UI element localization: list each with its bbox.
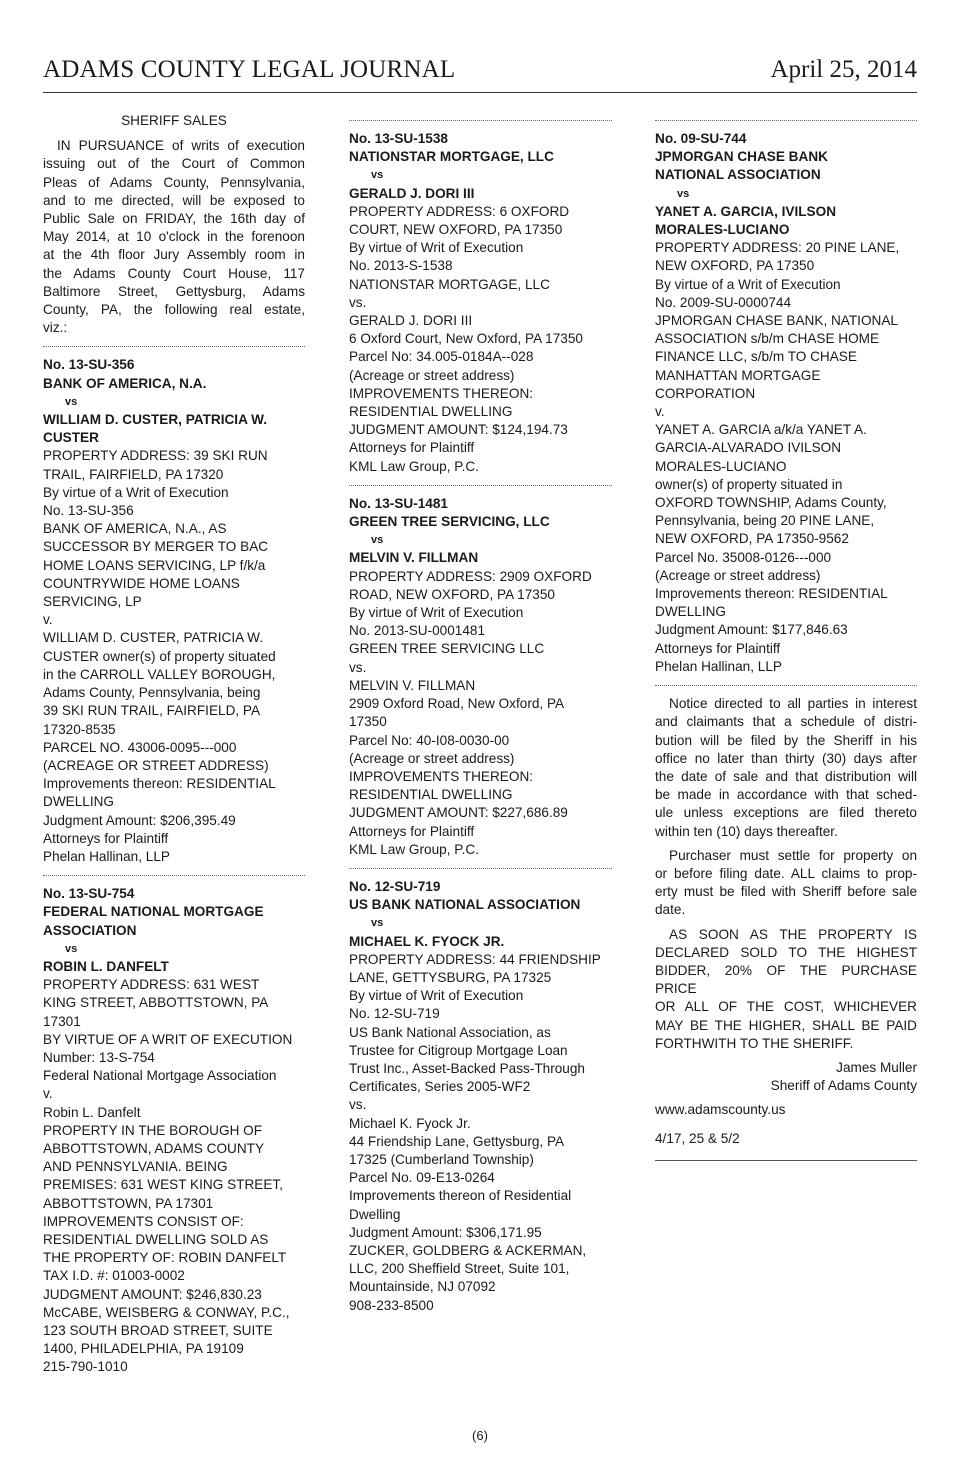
listing-line: MELVIN V. FILLMAN [349, 677, 476, 693]
paragraph-line: May 2014, at 10 o'clock in the forenoon [43, 229, 305, 245]
listing-line: Judgment Amount: $177,846.63 [655, 622, 848, 638]
listing-line: LANE, GETTYSBURG, PA 17325 [349, 969, 552, 985]
defendant-name: WILLIAM D. CUSTER, PATRICIA W. [43, 412, 268, 428]
listing-line: ASSOCIATION s/b/m CHASE HOME [655, 331, 880, 347]
paragraph-line: ule unless exceptions are filed thereto [655, 805, 917, 821]
listing-line: JPMORGAN CHASE BANK, NATIONAL [655, 313, 898, 329]
listing-line: JUDGMENT AMOUNT: $227,686.89 [349, 805, 568, 821]
listing-line: IMPROVEMENTS THEREON: [349, 768, 534, 784]
listing-line: By virtue of Writ of Execution [349, 240, 524, 256]
listing-line: vs. [349, 1097, 367, 1113]
listing-line: Mountainside, NJ 07092 [349, 1279, 496, 1295]
end-rule [655, 1160, 917, 1161]
listing-line: Federal National Mortgage Association [43, 1068, 277, 1084]
listing-line: GARCIA-ALVARADO IVILSON [655, 440, 842, 456]
section-divider [655, 685, 917, 686]
listing-line: Certificates, Series 2005-WF2 [349, 1079, 531, 1095]
listing-line: THE PROPERTY OF: ROBIN DANFELT [43, 1250, 287, 1266]
listing-line: PROPERTY IN THE BOROUGH OF [43, 1122, 263, 1138]
page-number: (6) [472, 1428, 488, 1443]
website-link: www.adamscounty.us [655, 1102, 786, 1118]
versus-label: vs [371, 534, 384, 547]
listing-line: TRAIL, FAIRFIELD, PA 17320 [43, 466, 224, 482]
listing-line: No. 2009-SU-0000744 [655, 294, 792, 310]
section-divider [655, 120, 917, 121]
listing-line: 17301 [43, 1013, 81, 1029]
listing-line: Parcel No: 40-I08-0030-00 [349, 732, 510, 748]
paragraph-line: AS SOON AS THE PROPERTY IS [669, 926, 917, 942]
listing-line: By virtue of Writ of Execution [349, 605, 524, 621]
paragraph-line: DECLARED SOLD TO THE HIGHEST [655, 944, 917, 960]
issue-date: April 25, 2014 [770, 56, 917, 83]
listing-line: NEW OXFORD, PA 17350 [655, 258, 815, 274]
paragraph-line: BIDDER, 20% OF THE PURCHASE PRICE [655, 962, 917, 997]
listing-line: IMPROVEMENTS THEREON: [349, 385, 534, 401]
purchaser-notice [655, 847, 917, 920]
plaintiff-name: GREEN TREE SERVICING, LLC [349, 514, 550, 530]
listing-line: (Acreage or street address) [349, 367, 515, 383]
sheriff-title: Sheriff of Adams County [770, 1078, 917, 1094]
listing-line: AND PENNSYLVANIA. BEING [43, 1159, 228, 1175]
paragraph-line: Public Sale on FRIDAY, the 16th day of [43, 211, 305, 227]
listing-line: ABBOTTSTOWN, ADAMS COUNTY [43, 1140, 265, 1156]
paragraph-line: the date of sale and that distribution will [655, 768, 917, 784]
listing-line: Attorneys for Plaintiff [349, 440, 475, 456]
listing-line: COURT, NEW OXFORD, PA 17350 [349, 222, 563, 238]
listing-line: WILLIAM D. CUSTER, PATRICIA W. [43, 630, 264, 646]
listing-line: By virtue of a Writ of Execution [43, 484, 229, 500]
listing-line: Attorneys for Plaintiff [655, 640, 781, 656]
listing-line: By virtue of a Writ of Execution [655, 276, 841, 292]
listing-line: HOME LOANS SERVICING, LP f/k/a [43, 557, 266, 573]
listing-line: No. 2013-SU-0001481 [349, 623, 486, 639]
paragraph-line: date. [655, 902, 686, 918]
listing-line: LLC, 200 Sheffield Street, Suite 101, [349, 1261, 570, 1277]
listing-line: GERALD J. DORI III [349, 313, 473, 329]
section-divider [349, 485, 612, 486]
listing-line: ROAD, NEW OXFORD, PA 17350 [349, 586, 555, 602]
section-divider [349, 868, 612, 869]
section-divider [349, 120, 612, 121]
page-header [43, 52, 917, 93]
case-number: No. 13-SU-754 [43, 886, 135, 902]
sale-listing [43, 885, 305, 1376]
paragraph-line: within ten (10) days thereafter. [655, 823, 838, 839]
listing-line: 17320-8535 [43, 721, 116, 737]
case-number: No. 13-SU-356 [43, 357, 135, 373]
listing-line: PROPERTY ADDRESS: 39 SKI RUN [43, 448, 268, 464]
listing-line: 17350 [349, 714, 387, 730]
listing-line: (ACREAGE OR STREET ADDRESS) [43, 757, 269, 773]
listing-line: Dwelling [349, 1206, 401, 1222]
section-heading: SHERIFF SALES [121, 113, 227, 128]
listing-line: 123 SOUTH BROAD STREET, SUITE [43, 1323, 273, 1338]
versus-label: vs [677, 187, 690, 200]
listing-line: TAX I.D. #: 01003-0002 [43, 1268, 185, 1284]
defendant-name: ROBIN L. DANFELT [43, 958, 169, 974]
listing-line: No. 13-SU-356 [43, 503, 134, 519]
listing-line: 215-790-1010 [43, 1359, 128, 1375]
plaintiff-name: NATIONAL ASSOCIATION [655, 167, 821, 183]
plaintiff-name: FEDERAL NATIONAL MORTGAGE [43, 904, 264, 920]
listing-line: No. 2013-S-1538 [349, 258, 453, 274]
listing-line: Adams County, Pennsylvania, being [43, 685, 261, 701]
plaintiff-name: BANK OF AMERICA, N.A. [43, 375, 207, 391]
listing-line: Trust Inc., Asset-Backed Pass-Through [349, 1060, 585, 1076]
listing-line: BY VIRTUE OF A WRIT OF EXECUTION [43, 1031, 293, 1047]
listing-line: CUSTER owner(s) of property situated [43, 648, 276, 664]
paragraph-line: issuing out of the Court of Common [43, 156, 305, 172]
sale-listing [349, 878, 612, 1315]
listing-line: GREEN TREE SERVICING LLC [349, 641, 545, 657]
listing-line: v. [43, 1086, 53, 1102]
listing-line: vs. [349, 294, 367, 310]
listing-line: RESIDENTIAL DWELLING SOLD AS [43, 1231, 269, 1247]
listing-line: Trustee for Citigroup Mortgage Loan [349, 1042, 568, 1058]
listing-line: v. [43, 612, 53, 628]
listing-line: ABBOTTSTOWN, PA 17301 [43, 1195, 214, 1211]
paragraph-line: MAY BE THE HIGHER, SHALL BE PAID [655, 1017, 917, 1033]
sale-listing [349, 495, 612, 859]
listing-line: JUDGMENT AMOUNT: $246,830.23 [43, 1286, 262, 1302]
listing-line: PROPERTY ADDRESS: 20 PINE LANE, [655, 240, 900, 256]
listing-line: 1400, PHILADELPHIA, PA 19109 [43, 1341, 244, 1357]
paragraph-line: County, PA, the following real estate, [43, 302, 305, 318]
paragraph-line: at the 4th floor Jury Assembly room in [43, 247, 305, 263]
listing-line: SERVICING, LP [43, 594, 142, 610]
case-number: No. 13-SU-1481 [349, 495, 448, 511]
listing-line: 39 SKI RUN TRAIL, FAIRFIELD, PA [43, 703, 261, 719]
sale-listing [349, 130, 612, 476]
listing-line: ZUCKER, GOLDBERG & ACKERMAN, [349, 1242, 587, 1258]
paragraph-line: FORTHWITH TO THE SHERIFF. [655, 1035, 854, 1051]
defendant-name: CUSTER [43, 430, 99, 446]
listing-line: YANET A. GARCIA a/k/a YANET A. [655, 422, 867, 438]
listing-line: 17325 (Cumberland Township) [349, 1151, 534, 1167]
defendant-name: YANET A. GARCIA, IVILSON [655, 203, 837, 219]
sheriff-name: James Muller [836, 1059, 917, 1075]
paragraph-line: bution will be filed by the Sheriff in his [655, 732, 917, 748]
listing-line: Judgment Amount: $206,395.49 [43, 812, 236, 828]
listing-line: Robin L. Danfelt [43, 1104, 141, 1120]
defendant-name: MORALES-LUCIANO [655, 222, 790, 238]
spacer [43, 130, 305, 137]
listing-line: US Bank National Association, as [349, 1024, 551, 1040]
listing-line: Parcel No: 34.005-0184A--028 [349, 349, 534, 365]
defendant-name: MICHAEL K. FYOCK JR. [349, 933, 505, 949]
listing-line: DWELLING [43, 794, 115, 810]
listing-line: PARCEL NO. 43006-0095---000 [43, 739, 237, 755]
listing-line: Improvements thereon of Residential [349, 1188, 572, 1204]
listing-line: Pennsylvania, being 20 PINE LANE, [655, 513, 875, 529]
listing-line: PREMISES: 631 WEST KING STREET, [43, 1177, 283, 1193]
listing-line: IMPROVEMENTS CONSIST OF: [43, 1213, 244, 1229]
defendant-name: GERALD J. DORI III [349, 185, 475, 201]
paragraph-line: the Adams County Court House, 117 [43, 265, 305, 281]
listing-line: v. [655, 404, 665, 420]
listing-line: vs. [349, 659, 367, 675]
paragraph-line: office no later than thirty (30) days after [655, 750, 917, 766]
listing-line: MORALES-LUCIANO [655, 458, 787, 474]
paragraph-line: OR ALL OF THE COST, WHICHEVER [655, 999, 917, 1015]
listing-line: in the CARROLL VALLEY BOROUGH, [43, 666, 276, 682]
listing-line: JUDGMENT AMOUNT: $124,194.73 [349, 422, 568, 438]
listing-line: 44 Friendship Lane, Gettysburg, PA [349, 1133, 565, 1149]
listing-line: Parcel No. 35008-0126---000 [655, 549, 832, 565]
listing-line: COUNTRYWIDE HOME LOANS [43, 575, 240, 591]
plaintiff-name: US BANK NATIONAL ASSOCIATION [349, 897, 581, 913]
listing-line: PROPERTY ADDRESS: 2909 OXFORD [349, 568, 592, 584]
paragraph-line: IN PURSUANCE of writs of execution [57, 138, 305, 154]
listing-line: RESIDENTIAL DWELLING [349, 787, 513, 803]
case-number: No. 13-SU-1538 [349, 131, 448, 146]
listing-line: KML Law Group, P.C. [349, 458, 479, 474]
listing-line: KML Law Group, P.C. [349, 841, 479, 857]
listing-line: 908-233-8500 [349, 1297, 434, 1313]
paragraph-line: erty must be filed with Sheriff before sale [655, 884, 917, 900]
payment-notice [655, 926, 917, 1053]
versus-label: vs [371, 917, 384, 930]
listing-line: PROPERTY ADDRESS: 631 WEST [43, 977, 260, 993]
listing-line: By virtue of Writ of Execution [349, 988, 524, 1004]
plaintiff-name: ASSOCIATION [43, 922, 137, 938]
listing-line: NATIONSTAR MORTGAGE, LLC [349, 276, 550, 292]
listing-line: PROPERTY ADDRESS: 44 FRIENDSHIP [349, 951, 601, 967]
paragraph-line: Purchaser must settle for property on [669, 847, 917, 863]
paragraph-line: be made in accordance with that sched- [655, 787, 917, 803]
journal-title: ADAMS COUNTY LEGAL JOURNAL [43, 56, 456, 83]
listing-line: Phelan Hallinan, LLP [655, 658, 782, 674]
distribution-notice [655, 695, 917, 841]
case-number: No. 09-SU-744 [655, 131, 747, 146]
plaintiff-name: NATIONSTAR MORTGAGE, LLC [349, 149, 554, 165]
sale-listing [655, 130, 917, 676]
listing-line: Michael K. Fyock Jr. [349, 1115, 471, 1131]
paragraph-line: or before filing date. ALL claims to prop- [655, 865, 917, 881]
listing-line: Phelan Hallinan, LLP [43, 848, 170, 864]
listing-line: DWELLING [655, 604, 727, 620]
listing-line: Parcel No. 09-E13-0264 [349, 1170, 495, 1186]
listing-line: PROPERTY ADDRESS: 6 OXFORD [349, 203, 570, 219]
paragraph-line: Baltimore Street, Gettysburg, Adams [43, 283, 305, 299]
listing-line: McCABE, WEISBERG & CONWAY, P.C., [43, 1304, 290, 1320]
listing-line: RESIDENTIAL DWELLING [349, 404, 513, 420]
listing-line: 2909 Oxford Road, New Oxford, PA [349, 696, 565, 712]
defendant-name: MELVIN V. FILLMAN [349, 550, 479, 566]
paragraph-line: and claimants that a schedule of distri- [655, 714, 917, 730]
listing-line: OXFORD TOWNSHIP, Adams County, [655, 495, 887, 511]
listing-line: NEW OXFORD, PA 17350-9562 [655, 531, 849, 547]
listing-line: owner(s) of property situated in [655, 476, 843, 492]
listing-line: Judgment Amount: $306,171.95 [349, 1224, 542, 1240]
listing-line: (Acreage or street address) [655, 567, 821, 583]
paragraph-line: Pleas of Adams County, Pennsylvania, [43, 174, 305, 190]
paragraph-line: viz.: [43, 320, 68, 336]
listing-line: Attorneys for Plaintiff [349, 823, 475, 839]
intro-paragraph [43, 137, 305, 337]
paragraph-line: and to me directed, will be exposed to [43, 192, 305, 208]
column-right [655, 112, 917, 1161]
listing-line: CORPORATION [655, 385, 756, 401]
plaintiff-name: JPMORGAN CHASE BANK [655, 149, 828, 165]
listing-line: Attorneys for Plaintiff [43, 830, 169, 846]
section-divider [43, 875, 305, 876]
paragraph-line: Notice directed to all parties in interest [669, 696, 917, 712]
column-left [43, 112, 305, 1377]
listing-line: Improvements thereon: RESIDENTIAL [655, 586, 888, 602]
versus-label: vs [65, 942, 78, 955]
listing-line: BANK OF AMERICA, N.A., AS [43, 521, 227, 537]
listing-line: FINANCE LLC, s/b/m TO CHASE [655, 349, 857, 365]
publication-dates: 4/17, 25 & 5/2 [655, 1130, 740, 1146]
listing-line: Number: 13-S-754 [43, 1049, 155, 1065]
listing-line: 6 Oxford Court, New Oxford, PA 17350 [349, 331, 583, 347]
versus-label: vs [371, 169, 384, 182]
listing-line: MANHATTAN MORTGAGE [655, 367, 821, 383]
section-divider [43, 346, 305, 347]
listing-line: SUCCESSOR BY MERGER TO BAC [43, 539, 269, 555]
sale-listing [43, 356, 305, 866]
listing-line: Improvements thereon: RESIDENTIAL [43, 776, 276, 792]
case-number: No. 12-SU-719 [349, 878, 441, 894]
listing-line: KING STREET, ABBOTTSTOWN, PA [43, 995, 269, 1011]
column-middle [349, 112, 612, 1315]
listing-line: (Acreage or street address) [349, 750, 515, 766]
listing-line: No. 12-SU-719 [349, 1006, 440, 1022]
versus-label: vs [65, 395, 78, 408]
